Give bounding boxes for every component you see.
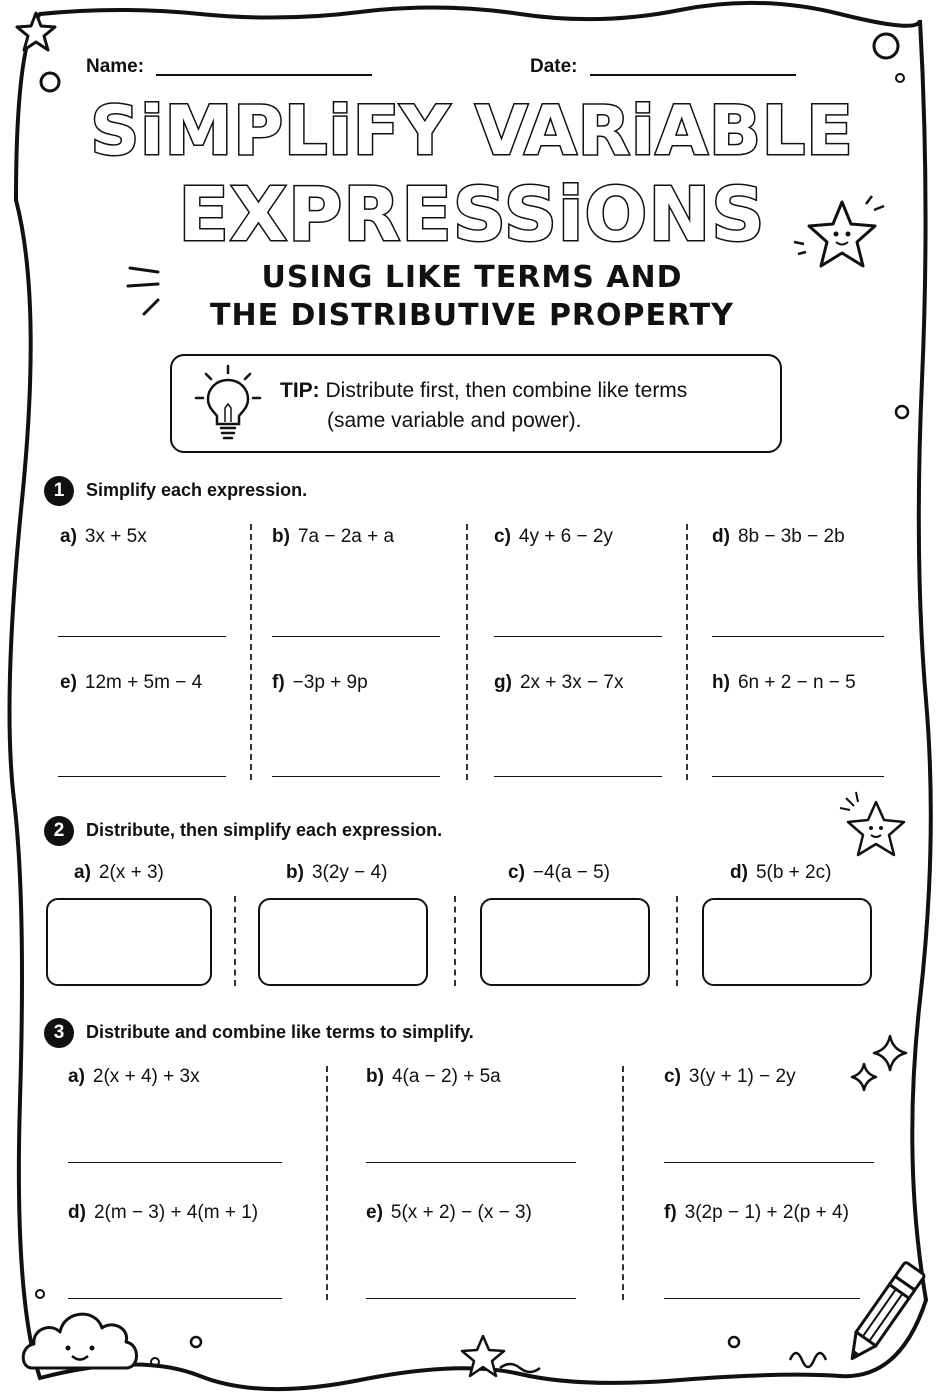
answer-box-2c[interactable] (480, 898, 650, 986)
section1-number: 1 (44, 476, 74, 506)
star-icon (458, 1332, 508, 1380)
pencil-icon (832, 1256, 932, 1376)
sparkle-icon (846, 1030, 912, 1100)
answer-line-1e[interactable] (58, 776, 226, 777)
tip-label: TIP: (280, 379, 320, 402)
divider (686, 524, 688, 780)
answer-line-3b[interactable] (366, 1162, 576, 1163)
problem-1b: b) 7a − 2a + a (272, 526, 395, 547)
section3-number: 3 (44, 1018, 74, 1048)
problem-3d: d) 2(m − 3) + 4(m + 1) (68, 1202, 259, 1223)
problem-3f: f) 3(2p − 1) + 2(p + 4) (664, 1202, 849, 1223)
divider (234, 896, 236, 986)
problem-3e: e) 5(x + 2) − (x − 3) (366, 1202, 532, 1223)
problem-1d: d) 8b − 3b − 2b (712, 526, 845, 547)
problem-1f: f) −3p + 9p (272, 672, 368, 693)
tip-text (280, 376, 687, 436)
divider (250, 524, 252, 780)
divider (466, 524, 468, 780)
tip-line2: (same variable and power). (327, 409, 582, 432)
answer-line-3a[interactable] (68, 1162, 282, 1163)
problem-1c: c) 4y + 6 − 2y (494, 526, 613, 547)
problem-2a: a) 2(x + 3) (74, 862, 164, 883)
answer-line-1h[interactable] (712, 776, 884, 777)
section2-title: Distribute, then simplify each expression. (86, 820, 443, 840)
answer-box-2d[interactable] (702, 898, 872, 986)
problem-1g: g) 2x + 3x − 7x (494, 672, 624, 693)
divider (622, 1066, 624, 1300)
cloud-icon (18, 1298, 146, 1378)
problem-2b: b) 3(2y − 4) (286, 862, 388, 883)
answer-line-1d[interactable] (712, 636, 884, 637)
date-label: Date: (530, 56, 578, 77)
answer-line-1c[interactable] (494, 636, 662, 637)
section2-number: 2 (44, 816, 74, 846)
answer-line-1b[interactable] (272, 636, 440, 637)
divider (326, 1066, 328, 1300)
answer-box-2a[interactable] (46, 898, 212, 986)
lightbulb-icon (192, 364, 264, 444)
name-label: Name: (86, 56, 145, 77)
problem-2c: c) −4(a − 5) (508, 862, 611, 883)
smiling-star-icon (836, 790, 916, 864)
tip-box (170, 354, 782, 453)
problem-3b: b) 4(a − 2) + 5a (366, 1066, 501, 1087)
answer-line-1f[interactable] (272, 776, 440, 777)
answer-line-1a[interactable] (58, 636, 226, 637)
subtitle-line2: THE DISTRIBUTIVE PROPERTY (210, 298, 734, 333)
section3-title: Distribute and combine like terms to simplify. (86, 1022, 474, 1042)
subtitle-line1: USING LIKE TERMS AND (261, 260, 683, 295)
problem-3a: a) 2(x + 4) + 3x (68, 1066, 200, 1087)
star-icon (14, 10, 58, 54)
answer-box-2b[interactable] (258, 898, 428, 986)
divider (676, 896, 678, 986)
answer-line-3c[interactable] (664, 1162, 874, 1163)
name-field[interactable] (156, 74, 372, 76)
problem-1a: a) 3x + 5x (60, 526, 147, 547)
problem-2d: d) 5(b + 2c) (730, 862, 832, 883)
section1-title: Simplify each expression. (86, 480, 308, 500)
problem-1h: h) 6n + 2 − n − 5 (712, 672, 856, 693)
problem-1e: e) 12m + 5m − 4 (60, 672, 203, 693)
tip-line1: Distribute first, then combine like terms (325, 379, 688, 402)
divider (454, 896, 456, 986)
answer-line-3f[interactable] (664, 1298, 860, 1299)
answer-line-3e[interactable] (366, 1298, 576, 1299)
page-title-line2: EXPRESSiONS (178, 172, 766, 258)
answer-line-1g[interactable] (494, 776, 662, 777)
page-title-line1: SiMPLiFY VARiABLE (90, 92, 854, 171)
problem-3c: c) 3(y + 1) − 2y (664, 1066, 796, 1087)
date-field[interactable] (590, 74, 796, 76)
